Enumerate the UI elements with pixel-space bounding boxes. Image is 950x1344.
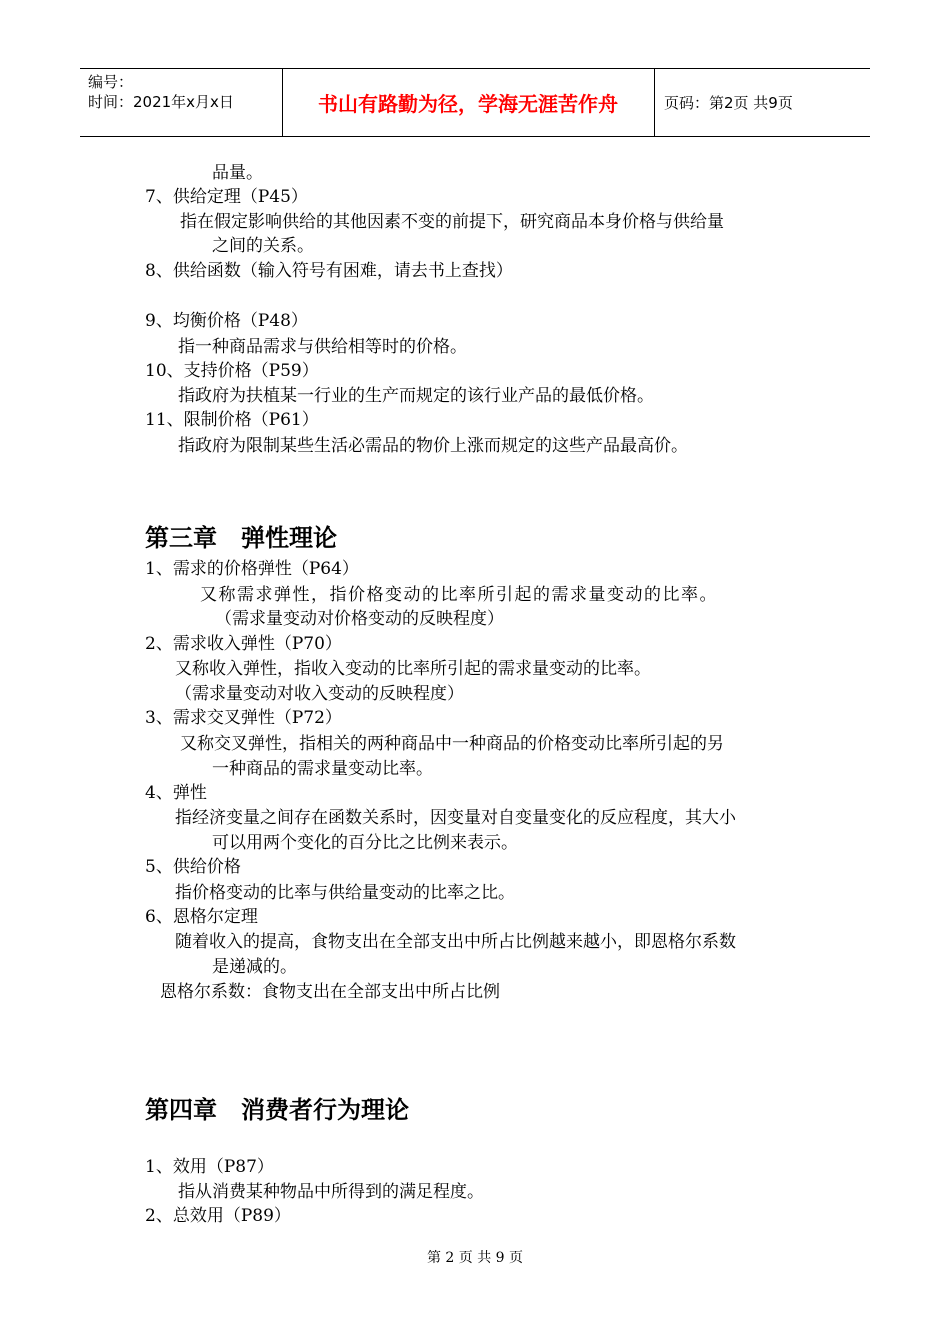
text-line: 品量。 xyxy=(212,163,263,183)
term-title: 2、总效用（P89） xyxy=(145,1206,291,1226)
definition-line: 指经济变量之间存在函数关系时，因变量对自变量变化的反应程度，其大小 xyxy=(175,808,736,828)
term-title: 10、支持价格（P59） xyxy=(145,361,319,381)
definition-line: 指在假定影响供给的其他因素不变的前提下，研究商品本身价格与供给量 xyxy=(180,212,724,232)
term-title: 9、均衡价格（P48） xyxy=(145,311,308,331)
definition-line: 是递减的。 xyxy=(212,957,297,977)
definition-line: 指一种商品需求与供给相等时的价格。 xyxy=(178,337,467,357)
number-label: 编号： xyxy=(88,73,134,91)
term-title: 2、需求收入弹性（P70） xyxy=(145,634,342,654)
definition-line: 可以用两个变化的百分比之比例来表示。 xyxy=(212,833,518,853)
definition-line: 指政府为扶植某一行业的生产而规定的该行业产品的最低价格。 xyxy=(178,386,654,406)
time-label: 时间：2021年x月x日 xyxy=(88,93,234,111)
page-header xyxy=(80,68,870,137)
definition-line: 随着收入的提高，食物支出在全部支出中所占比例越来越小，即恩格尔系数 xyxy=(175,932,736,952)
page-footer: 第 2 页 共 9 页 xyxy=(426,1250,524,1266)
definition-line: 指政府为限制某些生活必需品的物价上涨而规定的这些产品最高价。 xyxy=(178,436,688,456)
term-title: 8、供给函数（输入符号有困难，请去书上查找） xyxy=(145,261,513,281)
term-title: 6、恩格尔定理 xyxy=(145,907,258,927)
definition-line: 指从消费某种物品中所得到的满足程度。 xyxy=(178,1182,484,1202)
definition-line: 又称收入弹性，指收入变动的比率所引起的需求量变动的比率。 xyxy=(175,659,651,679)
definition-line: （需求量变动对价格变动的反映程度） xyxy=(215,609,504,629)
term-title: 3、需求交叉弹性（P72） xyxy=(145,708,342,728)
header-left xyxy=(88,72,234,112)
header-divider xyxy=(654,69,655,136)
chapter-heading: 第四章 消费者行为理论 xyxy=(145,1096,409,1124)
term-title: 1、需求的价格弹性（P64） xyxy=(145,559,359,579)
definition-line: 又称交叉弹性，指相关的两种商品中一种商品的价格变动比率所引起的另 xyxy=(180,734,724,754)
term-title: 1、效用（P87） xyxy=(145,1157,274,1177)
definition-line: （需求量变动对收入变动的反映程度） xyxy=(175,684,464,704)
definition-line: 之间的关系。 xyxy=(212,236,314,256)
definition-line: 指价格变动的比率与供给量变动的比率之比。 xyxy=(175,883,515,903)
term-title: 7、供给定理（P45） xyxy=(145,187,308,207)
term-title: 11、限制价格（P61） xyxy=(145,410,319,430)
definition-line: 一种商品的需求量变动比率。 xyxy=(212,759,433,779)
term-title: 4、弹性 xyxy=(145,783,207,803)
page-info: 页码：第2页 共9页 xyxy=(664,94,793,112)
motto: 书山有路勤为径，学海无涯苦作舟 xyxy=(318,92,618,116)
chapter-heading: 第三章 弹性理论 xyxy=(145,524,337,552)
definition-line: 又称需求弹性，指价格变动的比率所引起的需求量变动的比率。 xyxy=(200,585,718,605)
definition-line: 恩格尔系数：食物支出在全部支出中所占比例 xyxy=(160,982,500,1002)
term-title: 5、供给价格 xyxy=(145,857,241,877)
